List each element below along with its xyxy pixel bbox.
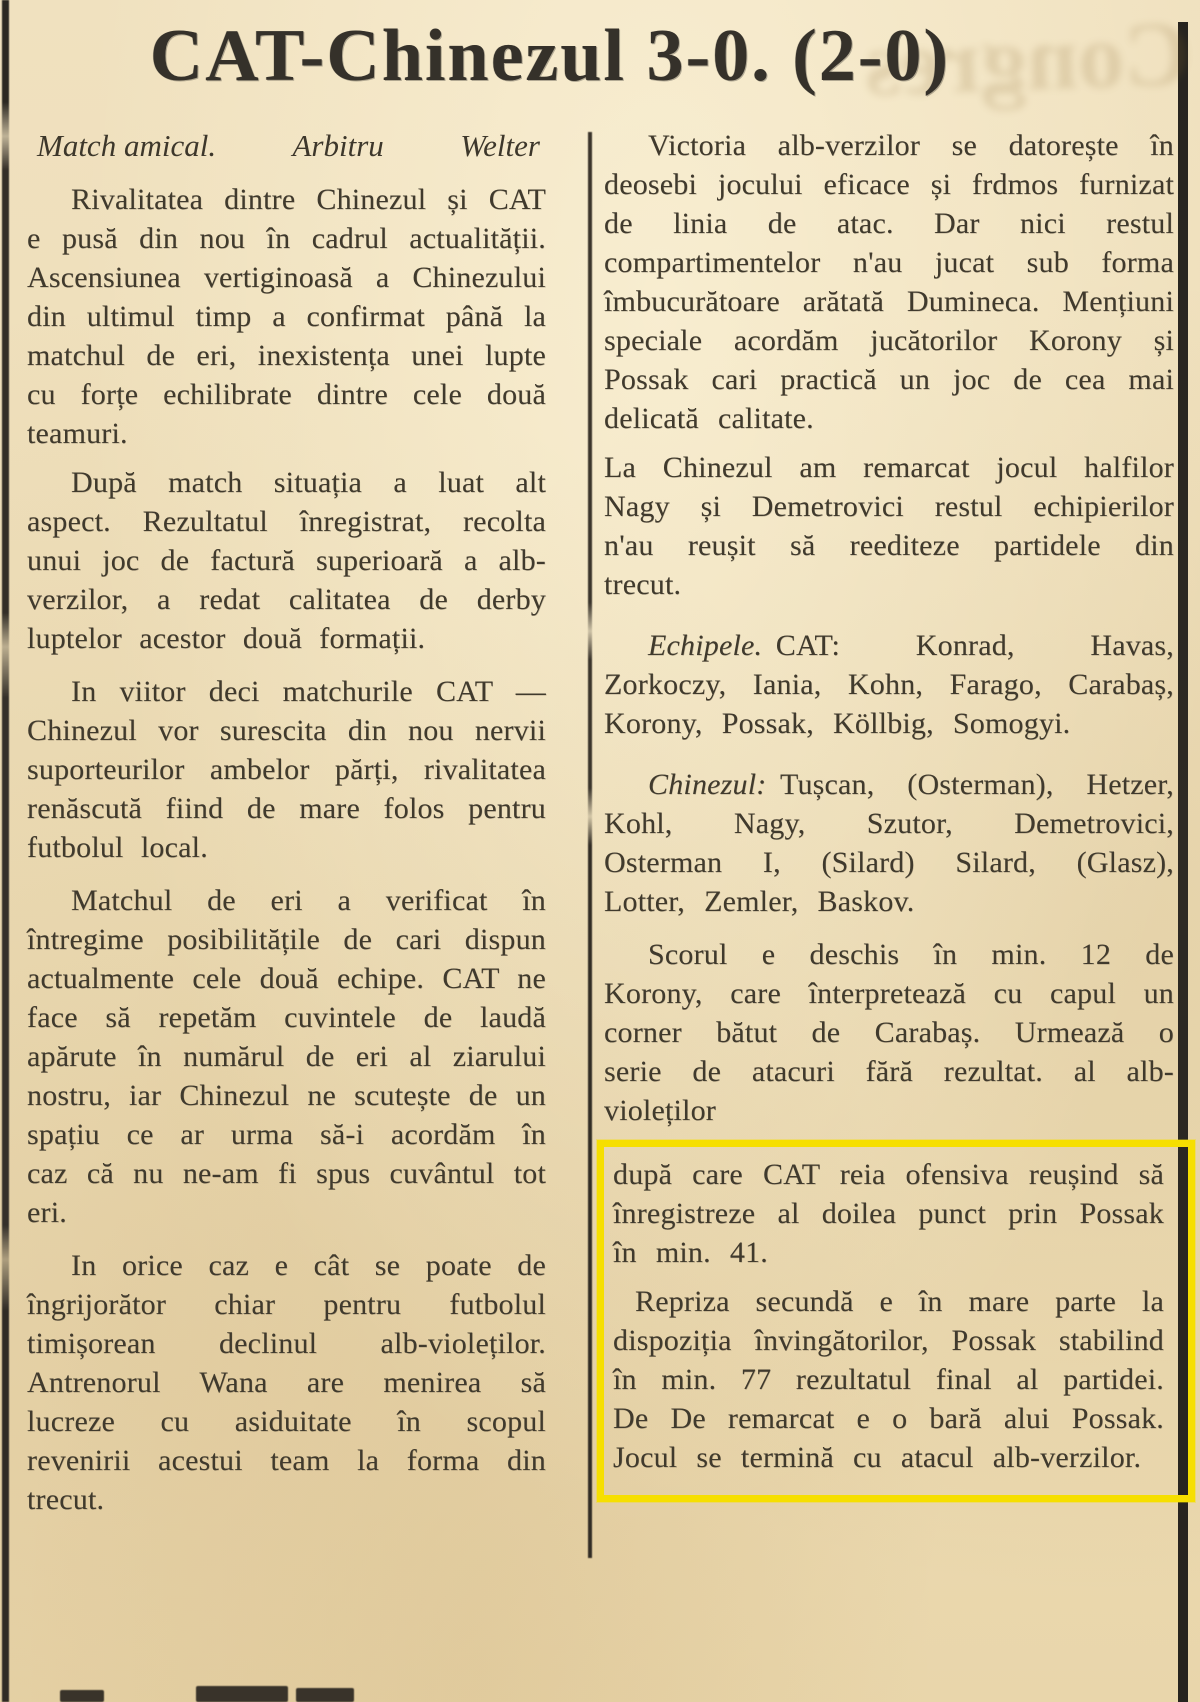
subheadline-match-type: Match amical.	[37, 128, 217, 163]
subheadline-referee-name: Welter	[460, 128, 540, 163]
highlighted-paragraph: după care CAT reia ofensiva reușind să înregistreze al doilea punct prin Possak în min. 41.	[613, 1158, 1164, 1269]
paragraph-score: Scorul e deschis în min. 12 de Korony, care înterpretează cu capul un corner bătut de Carabaș. Urmează o serie de atacuri fără rezultat. al alb-violeților	[604, 938, 1174, 1127]
bleedthrough-ghost-text: Congres	[863, 1, 1193, 116]
column-divider-rule	[588, 132, 592, 1558]
left-column	[27, 128, 546, 1529]
team-lineup-cat	[604, 626, 1174, 743]
paragraph: Victoria alb-verzilor se datorește în deosebi jocului eficace și frdmos furnizat de linia de atac. Dar nici restul compartimentelor n'au jucat sub forma îmbucurătoare arătată Dumineca. Mențiuni speciale acordăm jucătorilor Korony și Possak cari practică un joc de cea mai delicată calitate.	[604, 129, 1174, 435]
paragraph: In viitor deci matchurile CAT —Chinezul vor surescita din nou nervii suporteurilor ambelor părți, rivalitatea renăscută fiind de mare folos pentru futbolul local.	[27, 675, 546, 864]
paragraph: După match situația a luat alt aspect. Rezultatul înregistrat, recolta unui joc de factură superioară a alb-verzilor, a redat calitatea de derby luptelor acestor două formații.	[27, 466, 546, 655]
paragraph: La Chinezul am remarcat jocul halfilor Nagy și Demetrovici restul echipierilor n'au reușit să reediteze partidele din trecut.	[604, 451, 1174, 601]
team-lineup-cat-label: Echipele.	[648, 629, 763, 662]
right-column	[604, 126, 1174, 1502]
subheadline	[27, 128, 546, 164]
cutoff-next-headline-fragment	[296, 1688, 354, 1702]
paragraph: Matchul de eri a verificat în întregime posibilitățile de cari dispun actualmente cele două echipe. CAT ne face să repetăm cuvintele de laudă apărute în numărul de eri al ziarului nostru, iar Chinezul ne scutește de un spațiu ce ar urma să-i acordăm în caz că nu ne-am fi spus cuvântul tot eri.	[27, 884, 546, 1229]
paragraph: In orice caz e cât se poate de îngrijorător chiar pentru futbolul timișorean declinul alb-violeților. Antrenorul Wana are menirea să lucreze cu asiduitate în scopul revenirii acestui team la forma din trecut.	[27, 1249, 546, 1516]
team-lineup-cat-players: CAT: Konrad, Havas, Zorkoczy, Iania, Kohn, Farago, Carabaș, Korony, Possak, Köllbig, Somogyi.	[604, 629, 1174, 740]
paragraph: Rivalitatea dintre Chinezul și CAT e pusă din nou în cadrul actualității. Ascensiunea vertiginoasă a Chinezului din ultimul timp a confirmat până la matchul de eri, inexistența unei lupte cu forțe echilibrate dintre cele două teamuri.	[27, 183, 546, 450]
cutoff-next-headline-fragment	[60, 1690, 104, 1702]
team-lineup-chinezul-players: Tușcan, (Osterman), Hetzer, Kohl, Nagy, Szutor, Demetrovici, Osterman I, (Silard) Silard, (Glasz), Lotter, Zemler, Baskov.	[604, 768, 1174, 918]
headline: CAT-Chinezul 3-0. (2-0)	[149, 15, 951, 97]
left-column-rule	[2, 0, 9, 1702]
subheadline-referee-label: Arbitru	[292, 128, 384, 163]
team-lineup-chinezul-label: Chinezul:	[648, 768, 767, 801]
team-lineup-chinezul	[604, 765, 1174, 921]
highlight-box	[597, 1140, 1195, 1502]
highlighted-paragraph: Repriza secundă e în mare parte la dispoziția învingătorilor, Possak stabilind în min. 77 rezultatul final al partidei. De De remarcat e o bară alui Possak. Jocul se termină cu atacul alb-verzilor.	[613, 1285, 1164, 1474]
cutoff-next-headline-fragment	[196, 1686, 288, 1702]
